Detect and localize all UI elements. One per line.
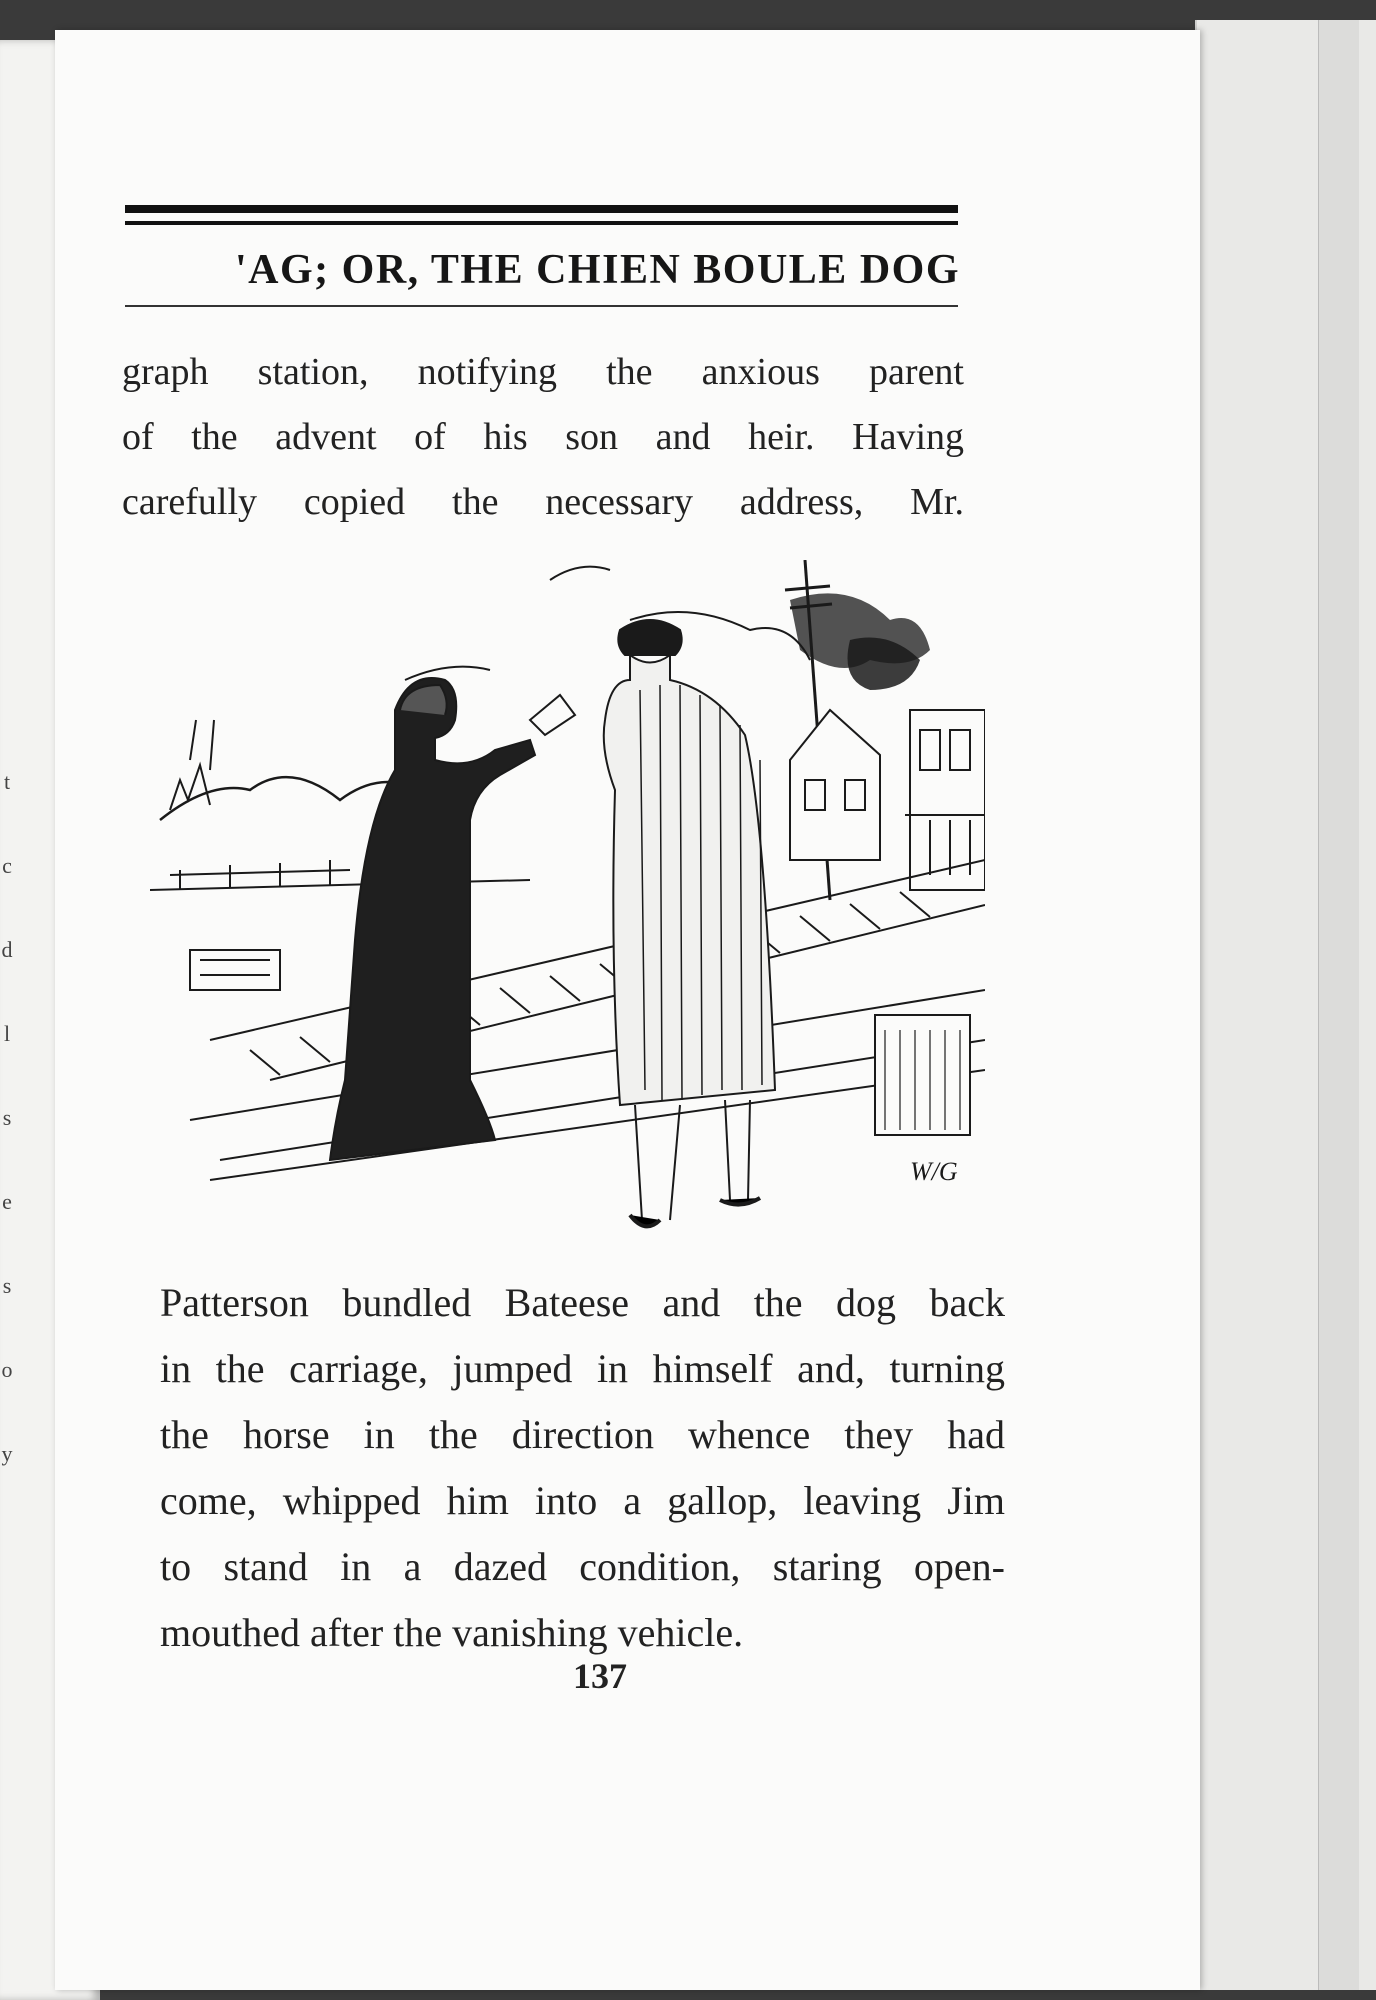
- book-cover-edge: [1318, 20, 1359, 1990]
- text-line: in the carriage, jumped in himself and, turning: [160, 1346, 1005, 1391]
- text-line: carefully copied the necessary address, Mr.: [122, 481, 964, 523]
- text-line: graph station, notifying the anxious parent: [122, 351, 964, 393]
- text-line: mouthed after the vanishing vehicle.: [160, 1610, 744, 1655]
- left-edge-char: c: [2, 853, 12, 878]
- text-line: of the advent of his son and heir. Having: [122, 416, 964, 458]
- paragraph-top: [122, 340, 964, 535]
- header-rule-thin: [125, 221, 958, 225]
- text-line: the horse in the direction whence they had: [160, 1412, 1005, 1457]
- paragraph-bottom: [160, 1270, 1005, 1666]
- header-rule-bottom: [125, 305, 958, 307]
- running-head: 'AG; OR, THE CHIEN BOULE DOG: [235, 247, 960, 293]
- left-edge-char: l: [3, 1021, 11, 1046]
- page-number: 137: [573, 1656, 627, 1696]
- left-edge-char: d: [1, 937, 13, 962]
- text-line: to stand in a dazed condition, staring open-: [160, 1544, 1005, 1589]
- text-line: come, whipped him into a gallop, leaving Jim: [160, 1478, 1005, 1523]
- left-edge-char: s: [2, 1105, 12, 1130]
- left-edge-char: o: [1, 1357, 13, 1382]
- illustration-signature: W/G: [910, 1157, 958, 1186]
- text-line: Patterson bundled Bateese and the dog back: [160, 1280, 1005, 1325]
- left-edge-char: y: [1, 1441, 13, 1466]
- left-edge-char: e: [2, 1189, 12, 1214]
- left-page-edge-text: [0, 740, 14, 1496]
- header-rule-thick: [125, 205, 958, 213]
- left-edge-char: s: [2, 1273, 12, 1298]
- left-edge-char: t: [3, 769, 11, 794]
- illustration: [150, 560, 985, 1250]
